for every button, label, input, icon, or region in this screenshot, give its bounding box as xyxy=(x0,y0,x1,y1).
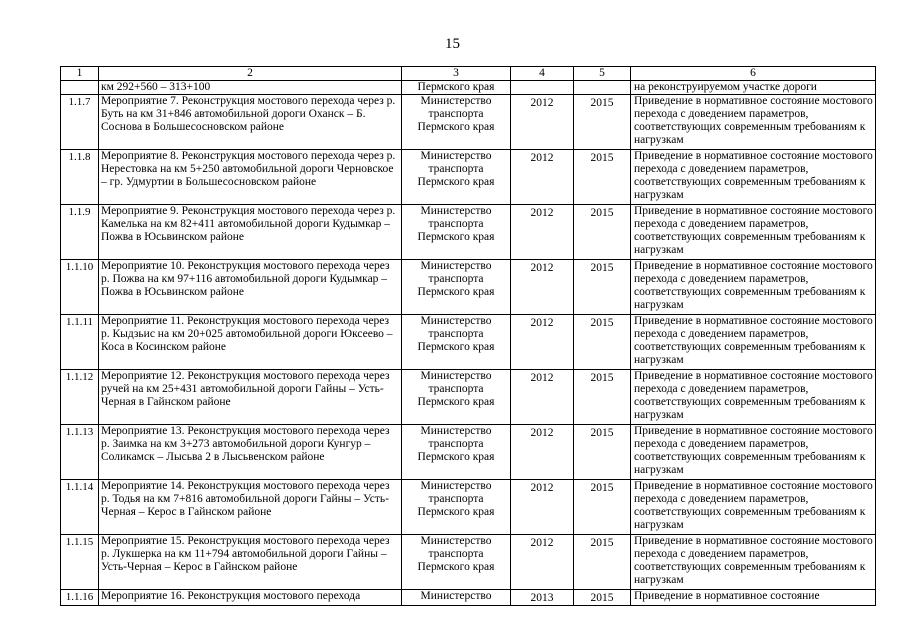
expected-result: Приведение в нормативное состояние мостового перехода с доведением параметров, соответствующих современным требованиям к нагрузкам xyxy=(631,480,876,535)
executor: Министерство транспорта Пермского края xyxy=(402,315,511,370)
table-row xyxy=(61,205,876,260)
end-year: 2015 xyxy=(574,205,631,260)
executor: Министерство транспорта Пермского края xyxy=(402,150,511,205)
start-year: 2012 xyxy=(511,260,574,315)
row-number xyxy=(61,81,99,95)
end-year: 2015 xyxy=(574,370,631,425)
expected-result: Приведение в нормативное состояние мостового перехода с доведением параметров, соответствующих современным требованиям к нагрузкам xyxy=(631,370,876,425)
header-col-4: 4 xyxy=(511,67,574,81)
end-year: 2015 xyxy=(574,425,631,480)
table-row xyxy=(61,480,876,535)
row-number: 1.1.16 xyxy=(61,590,99,606)
row-number: 1.1.13 xyxy=(61,425,99,480)
row-number: 1.1.8 xyxy=(61,150,99,205)
start-year: 2013 xyxy=(511,590,574,606)
table-row xyxy=(61,315,876,370)
table-row xyxy=(61,370,876,425)
table-row xyxy=(61,95,876,150)
start-year: 2012 xyxy=(511,370,574,425)
start-year: 2012 xyxy=(511,425,574,480)
row-number: 1.1.14 xyxy=(61,480,99,535)
header-row xyxy=(61,67,876,81)
table-row xyxy=(61,590,876,606)
executor: Министерство транспорта Пермского края xyxy=(402,370,511,425)
measure-name: Мероприятие 7. Реконструкция мостового перехода через р. Буть на км 31+846 автомобильной дороги Оханск – Б. Соснова в Большесосновском районе xyxy=(99,95,402,150)
expected-result: Приведение в нормативное состояние мостового перехода с доведением параметров, соответствующих современным требованиям к нагрузкам xyxy=(631,315,876,370)
table-row xyxy=(61,150,876,205)
end-year: 2015 xyxy=(574,535,631,590)
measure-name: Мероприятие 8. Реконструкция мостового перехода через р. Нерестовка на км 5+250 автомобильной дороги Черновское – гр. Удмуртии в Большесосновском районе xyxy=(99,150,402,205)
row-number: 1.1.11 xyxy=(61,315,99,370)
header-col-1: 1 xyxy=(61,67,99,81)
end-year xyxy=(574,81,631,95)
table-row xyxy=(61,260,876,315)
executor: Министерство транспорта Пермского края xyxy=(402,535,511,590)
measure-name: Мероприятие 15. Реконструкция мостового перехода через р. Лукшерка на км 11+794 автомобильной дороги Гайны – Усть-Черная – Керос в Гайнском районе xyxy=(99,535,402,590)
header-col-6: 6 xyxy=(631,67,876,81)
measure-name: Мероприятие 12. Реконструкция мостового перехода через ручей на км 25+431 автомобильной дороги Гайны – Усть-Черная в Гайнском районе xyxy=(99,370,402,425)
expected-result: на реконструируемом участке дороги xyxy=(631,81,876,95)
executor: Пермского края xyxy=(402,81,511,95)
expected-result: Приведение в нормативное состояние мостового перехода с доведением параметров, соответствующих современным требованиям к нагрузкам xyxy=(631,205,876,260)
end-year: 2015 xyxy=(574,315,631,370)
row-number: 1.1.7 xyxy=(61,95,99,150)
start-year: 2012 xyxy=(511,535,574,590)
measure-name: Мероприятие 11. Реконструкция мостового перехода через р. Кыдзьис на км 20+025 автомобильной дороги Юксеево – Коса в Косинском районе xyxy=(99,315,402,370)
row-number: 1.1.15 xyxy=(61,535,99,590)
measure-name: Мероприятие 9. Реконструкция мостового перехода через р. Камелька на км 82+411 автомобильной дороги Кудымкар – Пожва в Юсьвинском районе xyxy=(99,205,402,260)
start-year: 2012 xyxy=(511,150,574,205)
executor: Министерство транспорта Пермского края xyxy=(402,480,511,535)
executor: Министерство транспорта Пермского края xyxy=(402,95,511,150)
end-year: 2015 xyxy=(574,150,631,205)
measures-table xyxy=(60,66,876,606)
end-year: 2015 xyxy=(574,590,631,606)
end-year: 2015 xyxy=(574,95,631,150)
header-col-5: 5 xyxy=(574,67,631,81)
row-number: 1.1.12 xyxy=(61,370,99,425)
measure-name: км 292+560 – 313+100 xyxy=(99,81,402,95)
table-row xyxy=(61,535,876,590)
executor: Министерство транспорта Пермского края xyxy=(402,260,511,315)
expected-result: Приведение в нормативное состояние мостового перехода с доведением параметров, соответствующих современным требованиям к нагрузкам xyxy=(631,425,876,480)
executor: Министерство транспорта Пермского края xyxy=(402,205,511,260)
header-col-3: 3 xyxy=(402,67,511,81)
start-year xyxy=(511,81,574,95)
table-row xyxy=(61,425,876,480)
expected-result: Приведение в нормативное состояние мостового перехода с доведением параметров, соответствующих современным требованиям к нагрузкам xyxy=(631,260,876,315)
end-year: 2015 xyxy=(574,480,631,535)
executor: Министерство xyxy=(402,590,511,606)
measure-name: Мероприятие 13. Реконструкция мостового перехода через р. Заимка на км 3+273 автомобильной дороги Кунгур – Соликамск – Лысьва 2 в Лысьвенском районе xyxy=(99,425,402,480)
row-number: 1.1.9 xyxy=(61,205,99,260)
start-year: 2012 xyxy=(511,480,574,535)
measure-name: Мероприятие 16. Реконструкция мостового перехода xyxy=(99,590,402,606)
page-number: 15 xyxy=(445,36,460,52)
executor: Министерство транспорта Пермского края xyxy=(402,425,511,480)
header-col-2: 2 xyxy=(99,67,402,81)
measure-name: Мероприятие 14. Реконструкция мостового перехода через р. Тодья на км 7+816 автомобильной дороги Гайны – Усть-Черная – Керос в Гайнском районе xyxy=(99,480,402,535)
expected-result: Приведение в нормативное состояние xyxy=(631,590,876,606)
expected-result: Приведение в нормативное состояние мостового перехода с доведением параметров, соответствующих современным требованиям к нагрузкам xyxy=(631,95,876,150)
expected-result: Приведение в нормативное состояние мостового перехода с доведением параметров, соответствующих современным требованиям к нагрузкам xyxy=(631,535,876,590)
continuation-row xyxy=(61,81,876,95)
expected-result: Приведение в нормативное состояние мостового перехода с доведением параметров, соответствующих современным требованиям к нагрузкам xyxy=(631,150,876,205)
start-year: 2012 xyxy=(511,205,574,260)
measure-name: Мероприятие 10. Реконструкция мостового перехода через р. Пожва на км 97+116 автомобильной дороги Кудымкар – Пожва в Юсьвинском районе xyxy=(99,260,402,315)
start-year: 2012 xyxy=(511,95,574,150)
row-number: 1.1.10 xyxy=(61,260,99,315)
end-year: 2015 xyxy=(574,260,631,315)
start-year: 2012 xyxy=(511,315,574,370)
